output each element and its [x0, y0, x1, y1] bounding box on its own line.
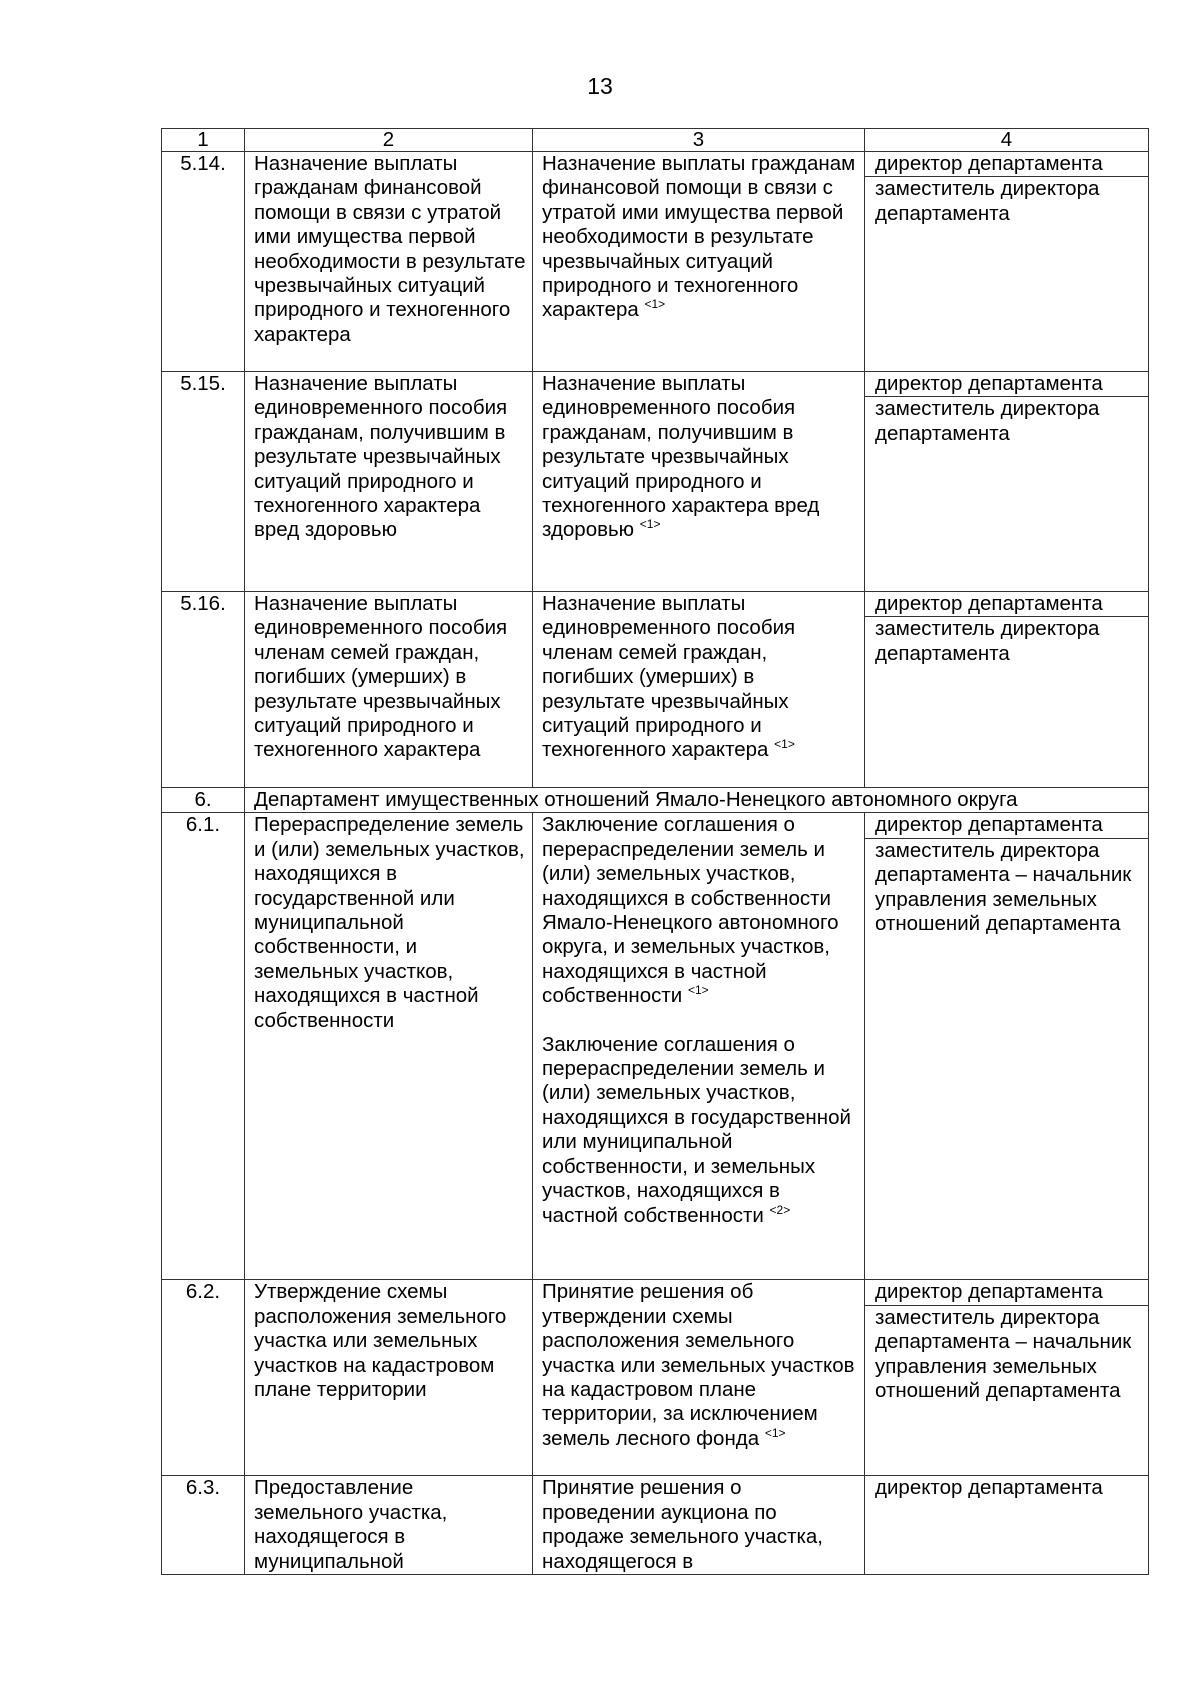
action-cell — [533, 813, 865, 1280]
table-row — [162, 152, 1149, 372]
service-name: Утверждение схемы расположения земельного участка или земельных участков на кадастровом плане территории — [245, 1280, 533, 1476]
action-text: Заключение соглашения о перераспределении земель и (или) земельных участков, находящихся в собственности Ямало-Ненецкого автономного округа, и земельных участков, находящихся в частной собственности $^{<1>}$ — [542, 813, 839, 1008]
service-name: Назначение выплаты единовременного пособия членам семей граждан, погибших (умерших) в результате чрезвычайных ситуаций природного и техногенного характера — [245, 592, 533, 788]
action-text: Принятие решения о проведении аукциона по продаже земельного участка, находящегося в — [542, 1476, 823, 1573]
responsible-official: заместитель директора департамента — [875, 397, 1100, 445]
section-number: 6. — [162, 788, 245, 813]
responsible-official: директор департамента — [865, 592, 1148, 617]
action-cell — [533, 1280, 865, 1476]
column-header: 4 — [865, 129, 1149, 152]
service-name: Назначение выплаты гражданам финансовой помощи в связи с утратой ими имущества первой необходимости в результате чрезвычайных ситуаций природного и техногенного характера — [245, 152, 533, 372]
responsible-official: директор департамента — [865, 813, 1148, 838]
page-number: 13 — [587, 73, 613, 99]
column-header: 1 — [162, 129, 245, 152]
responsible-official: директор департамента — [865, 152, 1148, 177]
responsible-official: заместитель директора департамента – начальник управления земельных отношений департамента — [875, 1305, 1132, 1403]
row-number: 5.16. — [162, 592, 245, 788]
action-text: Назначение выплаты единовременного пособия членам семей граждан, погибших (умерших) в результате чрезвычайных ситуаций природного и техногенного характера $^{<1>}$ — [542, 592, 796, 762]
footnote-ref: <2> — [769, 1202, 791, 1217]
action-cell — [533, 372, 865, 592]
row-number: 5.14. — [162, 152, 245, 372]
row-number: 6.3. — [162, 1476, 245, 1575]
responsible-cell — [865, 813, 1149, 1280]
responsible-cell — [865, 1476, 1149, 1575]
footnote-ref: <1> — [639, 517, 661, 532]
responsible-official: заместитель директора департамента — [875, 177, 1100, 225]
responsible-official: директор департамента — [875, 1476, 1103, 1500]
responsible-cell — [865, 152, 1149, 372]
action-text: Заключение соглашения о перераспределении земель и (или) земельных участков, находящихся в государственной или муниципальной собственности, и земельных участков, находящихся в частной собственности $^{<2>}$ — [542, 1032, 851, 1227]
action-text: Принятие решения об утверждении схемы расположения земельного участка или земельных участков на кадастровом плане территории, за исключением земель лесного фонда $^{<1>}$ — [542, 1280, 855, 1450]
section-row — [162, 788, 1149, 813]
table-row — [162, 592, 1149, 788]
action-cell — [533, 152, 865, 372]
delegation-table — [161, 128, 1149, 1575]
column-header: 2 — [245, 129, 533, 152]
table-row — [162, 372, 1149, 592]
footnote-ref: <1> — [774, 737, 795, 752]
responsible-cell — [865, 592, 1149, 788]
responsible-cell — [865, 372, 1149, 592]
responsible-official: директор департамента — [865, 1280, 1148, 1305]
responsible-official: директор департамента — [865, 372, 1148, 397]
table-row — [162, 1280, 1149, 1476]
column-number-row — [162, 129, 1149, 152]
table-row — [162, 1476, 1149, 1575]
column-header: 3 — [533, 129, 865, 152]
responsible-official: заместитель директора департамента — [875, 617, 1100, 665]
action-cell — [533, 1476, 865, 1575]
table-row — [162, 813, 1149, 1280]
responsible-cell — [865, 1280, 1149, 1476]
row-number: 6.1. — [162, 813, 245, 1280]
responsible-official: заместитель директора департамента – начальник управления земельных отношений департамента — [875, 838, 1132, 936]
service-name: Назначение выплаты единовременного пособия гражданам, получившим в результате чрезвычайных ситуаций природного и техногенного характера вред здоровью — [245, 372, 533, 592]
action-text: Назначение выплаты единовременного пособия гражданам, получившим в результате чрезвычайных ситуаций природного и техногенного характера вред здоровью $^{<1>}$ — [542, 372, 820, 542]
footnote-ref: <1> — [764, 1426, 786, 1441]
row-number: 5.15. — [162, 372, 245, 592]
row-number: 6.2. — [162, 1280, 245, 1476]
action-cell — [533, 592, 865, 788]
footnote-ref: <1> — [687, 983, 709, 998]
service-name: Предоставление земельного участка, находящегося в муниципальной — [245, 1476, 533, 1575]
service-name: Перераспределение земель и (или) земельных участков, находящихся в государственной или муниципальной собственности, и земельных участков, находящихся в частной собственности — [245, 813, 533, 1280]
action-text: Назначение выплаты гражданам финансовой помощи в связи с утратой ими имущества первой необходимости в результате чрезвычайных ситуаций природного и техногенного характера $^{<1>}$ — [542, 152, 856, 322]
footnote-ref: <1> — [644, 297, 666, 312]
section-title: Департамент имущественных отношений Ямало-Ненецкого автономного округа — [245, 788, 1149, 813]
